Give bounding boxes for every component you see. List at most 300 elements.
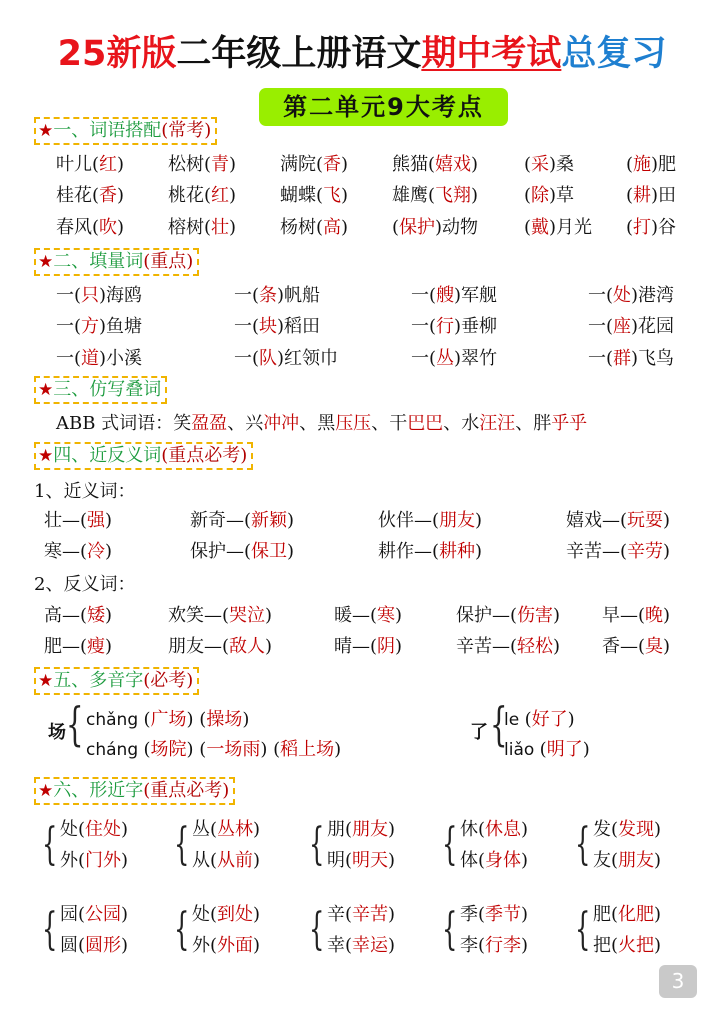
word-text: )飞鸟 xyxy=(631,348,675,369)
word-text: ) xyxy=(663,541,671,562)
page-number-badge: 3 xyxy=(659,965,697,998)
word-text: ) xyxy=(663,605,671,626)
char-text: 外( xyxy=(60,850,86,871)
section-header-similar-chars xyxy=(34,777,235,805)
grid-cell xyxy=(56,347,142,371)
answer-text: 休息 xyxy=(485,819,522,840)
abb-head: 笑 xyxy=(173,413,192,434)
answer-text: 圆形 xyxy=(85,935,122,956)
grid-cell xyxy=(524,153,574,177)
char-text: 从( xyxy=(192,850,218,871)
section-label: 一、词语搭配 xyxy=(53,120,162,141)
answer-text: 行李 xyxy=(485,935,522,956)
polyphone-reading xyxy=(86,735,341,761)
similar-char-line xyxy=(460,900,528,930)
answer-text: 哭泣 xyxy=(229,605,266,626)
answer-text: 场院 xyxy=(150,739,187,760)
word-text: 桃花( xyxy=(168,185,212,206)
similar-char-line xyxy=(460,931,528,961)
paren: ) xyxy=(388,819,396,840)
word-text: 伙伴—( xyxy=(378,510,440,531)
word-text: ) xyxy=(341,154,349,175)
grid-cell xyxy=(626,216,676,240)
answer-text: 采 xyxy=(531,154,550,175)
word-text: 暖—( xyxy=(334,605,378,626)
word-text: ) xyxy=(471,154,479,175)
brace-icon: { xyxy=(174,904,190,955)
section-tag: (必考) xyxy=(143,670,194,691)
pinyin-text: chǎng xyxy=(86,710,144,730)
similar-char-pair xyxy=(174,815,318,877)
answer-text: 强 xyxy=(87,510,106,531)
answer-text: 只 xyxy=(81,285,100,306)
word-text: ) xyxy=(395,605,403,626)
answer-text: 辛劳 xyxy=(627,541,664,562)
word-text: ) xyxy=(229,217,237,238)
abb-answer: 盈盈 xyxy=(191,413,228,434)
abb-head: 水 xyxy=(461,413,480,434)
unit-badge: 第二单元9大考点 xyxy=(259,88,508,126)
char-text: 辛( xyxy=(327,904,353,925)
abb-answer: 压压 xyxy=(335,413,372,434)
char-text: 朋( xyxy=(327,819,353,840)
char-text: 李( xyxy=(460,935,486,956)
section-header-synonyms-antonyms xyxy=(34,442,253,470)
answer-text: 明天 xyxy=(352,850,389,871)
word-text: 辛苦—( xyxy=(456,636,518,657)
answer-text: 耕种 xyxy=(439,541,476,562)
brace-icon: { xyxy=(66,697,84,751)
grid-cell xyxy=(190,509,294,533)
abb-head: 兴 xyxy=(245,413,264,434)
similar-char-line xyxy=(60,931,128,961)
word-text: ( xyxy=(626,217,634,238)
grid-cell xyxy=(602,635,670,659)
char-text: 肥( xyxy=(593,904,619,925)
similar-char-line xyxy=(60,900,128,930)
section-label: 四、近反义词 xyxy=(53,445,162,466)
grid-cell xyxy=(234,315,320,339)
brace-icon: { xyxy=(174,819,190,870)
grid-cell xyxy=(56,153,124,177)
section-label: 六、形近字 xyxy=(53,780,144,801)
char-text: 明( xyxy=(327,850,353,871)
answer-text: 耕 xyxy=(633,185,652,206)
paren: ) xyxy=(521,850,529,871)
word-group xyxy=(144,739,200,760)
word-text: 新奇—( xyxy=(190,510,252,531)
similar-char-line xyxy=(192,846,260,876)
similar-char-line xyxy=(192,931,260,961)
char-text: 友( xyxy=(593,850,619,871)
answer-text: 嬉戏 xyxy=(435,154,472,175)
polyphone-reading xyxy=(504,735,590,761)
similar-char-pair xyxy=(309,815,453,877)
grid-cell xyxy=(566,509,670,533)
word-text: ) xyxy=(105,605,113,626)
word-text: ) xyxy=(105,510,113,531)
answer-text: 轻松 xyxy=(517,636,554,657)
answer-text: 阴 xyxy=(377,636,396,657)
similar-char-pair xyxy=(174,900,318,962)
word-text: 一( xyxy=(411,316,437,337)
word-text: 嬉戏—( xyxy=(566,510,628,531)
word-text: ) xyxy=(229,185,237,206)
word-text: ( xyxy=(524,185,532,206)
word-text: )帆船 xyxy=(277,285,321,306)
paren: ) xyxy=(253,850,261,871)
answer-text: 到处 xyxy=(217,904,254,925)
polyphone-char: 了 xyxy=(470,722,488,743)
char-text: 丛( xyxy=(192,819,218,840)
section-header-collocation xyxy=(34,117,217,145)
char-text: 园( xyxy=(60,904,86,925)
similar-char-line xyxy=(593,815,661,845)
paren: ) xyxy=(521,935,529,956)
answer-text: 行 xyxy=(436,316,455,337)
paren: ) xyxy=(121,935,129,956)
grid-cell xyxy=(56,184,124,208)
paren: ) xyxy=(521,819,529,840)
paren: ) xyxy=(654,935,662,956)
word-text: )海鸥 xyxy=(99,285,143,306)
answer-text: 化肥 xyxy=(618,904,655,925)
paren: ( xyxy=(199,739,207,760)
star-icon: ★ xyxy=(38,380,54,400)
grid-cell xyxy=(280,216,348,240)
title-edition: 25新版 xyxy=(57,34,177,74)
grid-cell xyxy=(378,540,482,564)
section-tag: (重点必考) xyxy=(143,780,230,801)
answer-text: 方 xyxy=(81,316,100,337)
abb-answer: 乎乎 xyxy=(551,413,588,434)
answer-text: 辛苦 xyxy=(352,904,389,925)
word-text: ) xyxy=(663,636,671,657)
abb-answer: 巴巴 xyxy=(407,413,444,434)
brace-icon: { xyxy=(575,819,591,870)
answer-text: 壮 xyxy=(211,217,230,238)
answer-text: 寒 xyxy=(377,605,396,626)
grid-cell xyxy=(168,216,236,240)
grid-cell xyxy=(378,509,482,533)
grid-cell xyxy=(602,604,670,628)
separator: 、 xyxy=(515,413,534,434)
word-text: ) xyxy=(287,510,295,531)
word-text: )鱼塘 xyxy=(99,316,143,337)
char-text: 处( xyxy=(192,904,218,925)
similar-char-line xyxy=(327,846,395,876)
grid-cell xyxy=(44,604,112,628)
paren: ) xyxy=(654,850,662,871)
char-text: 外( xyxy=(192,935,218,956)
answer-text: 外面 xyxy=(217,935,254,956)
answer-text: 玩耍 xyxy=(627,510,664,531)
grid-cell xyxy=(190,540,294,564)
answer-text: 矮 xyxy=(87,605,106,626)
word-text: )谷 xyxy=(651,217,677,238)
abb-answer: 冲冲 xyxy=(263,413,300,434)
answer-text: 好了 xyxy=(531,709,568,730)
word-text: ) xyxy=(553,636,561,657)
similar-char-pair xyxy=(442,900,586,962)
answer-text: 戴 xyxy=(531,217,550,238)
paren: ( xyxy=(539,739,547,760)
word-text: 寒—( xyxy=(44,541,88,562)
word-text: )稻田 xyxy=(277,316,321,337)
answer-text: 高 xyxy=(323,217,342,238)
pinyin-text: liǎo xyxy=(504,740,540,760)
abb-prefix: ABB 式词语： xyxy=(56,413,174,434)
answer-text: 红 xyxy=(211,185,230,206)
answer-text: 丛林 xyxy=(217,819,254,840)
word-text: 欢笑—( xyxy=(168,605,230,626)
answer-text: 广场 xyxy=(150,709,187,730)
word-text: ) xyxy=(475,541,483,562)
word-text: ) xyxy=(117,154,125,175)
answer-text: 保卫 xyxy=(251,541,288,562)
grid-cell xyxy=(411,315,497,339)
grid-cell xyxy=(280,184,348,208)
word-text: 高—( xyxy=(44,605,88,626)
word-text: 满院( xyxy=(280,154,324,175)
word-text: ) xyxy=(395,636,403,657)
paren: ) xyxy=(121,819,129,840)
word-text: 耕作—( xyxy=(378,541,440,562)
answer-text: 公园 xyxy=(85,904,122,925)
answer-text: 青 xyxy=(211,154,230,175)
similar-char-pair xyxy=(575,900,719,962)
word-text: ) xyxy=(265,605,273,626)
word-group xyxy=(273,739,341,760)
separator: 、 xyxy=(443,413,462,434)
star-icon: ★ xyxy=(38,671,54,691)
word-text: 春风( xyxy=(56,217,100,238)
paren: ) xyxy=(521,904,529,925)
word-text: )垂柳 xyxy=(454,316,498,337)
word-text: 朋友—( xyxy=(168,636,230,657)
word-text: 保护—( xyxy=(456,605,518,626)
answer-text: 打 xyxy=(633,217,652,238)
answer-text: 道 xyxy=(81,348,100,369)
similar-char-line xyxy=(327,900,395,930)
similar-char-line xyxy=(60,815,128,845)
word-text: ) xyxy=(229,154,237,175)
word-text: ) xyxy=(471,185,479,206)
answer-text: 季节 xyxy=(485,904,522,925)
grid-cell xyxy=(168,184,236,208)
word-text: 一( xyxy=(588,285,614,306)
paren: ) xyxy=(654,819,662,840)
word-text: 一( xyxy=(56,316,82,337)
grid-cell xyxy=(588,347,674,371)
answer-text: 稻上场 xyxy=(280,739,335,760)
grid-cell xyxy=(566,540,670,564)
word-text: 肥—( xyxy=(44,636,88,657)
antonyms-label: 2、反义词： xyxy=(34,574,136,595)
word-text: )小溪 xyxy=(99,348,143,369)
paren: ) xyxy=(242,709,250,730)
brace-icon: { xyxy=(42,819,58,870)
grid-cell xyxy=(56,284,142,308)
answer-text: 伤害 xyxy=(517,605,554,626)
word-text: 杨树( xyxy=(280,217,324,238)
title-exam: 期中考试 xyxy=(421,34,562,74)
answer-text: 臭 xyxy=(645,636,664,657)
word-text: 叶儿( xyxy=(56,154,100,175)
answer-text: 新颖 xyxy=(251,510,288,531)
similar-char-line xyxy=(593,900,661,930)
paren: ) xyxy=(121,850,129,871)
char-text: 季( xyxy=(460,904,486,925)
answer-text: 门外 xyxy=(85,850,122,871)
answer-text: 火把 xyxy=(618,935,655,956)
paren: ) xyxy=(582,739,590,760)
grid-cell xyxy=(280,153,348,177)
answer-text: 朋友 xyxy=(618,850,655,871)
word-text: 蝴蝶( xyxy=(280,185,324,206)
word-text: ) xyxy=(117,185,125,206)
grid-cell xyxy=(456,604,560,628)
similar-char-pair xyxy=(442,815,586,877)
word-text: 香—( xyxy=(602,636,646,657)
word-text: )肥 xyxy=(651,154,677,175)
star-icon: ★ xyxy=(38,446,54,466)
answer-text: 从前 xyxy=(217,850,254,871)
brace-icon: { xyxy=(490,697,508,751)
title-review: 总复习 xyxy=(561,34,667,74)
word-group xyxy=(144,709,200,730)
similar-char-pair xyxy=(42,815,186,877)
paren: ) xyxy=(253,819,261,840)
section-header-polyphones xyxy=(34,667,199,695)
grid-cell xyxy=(168,604,272,628)
word-text: 保护—( xyxy=(190,541,252,562)
word-text: 松树( xyxy=(168,154,212,175)
paren: ) xyxy=(388,935,396,956)
word-text: )草 xyxy=(549,185,575,206)
word-text: 一( xyxy=(56,348,82,369)
similar-char-pair xyxy=(42,900,186,962)
abb-head: 胖 xyxy=(533,413,552,434)
answer-text: 住处 xyxy=(85,819,122,840)
answer-text: 晚 xyxy=(645,605,664,626)
answer-text: 瘦 xyxy=(87,636,106,657)
word-text: )红领巾 xyxy=(277,348,339,369)
answer-text: 朋友 xyxy=(352,819,389,840)
word-group xyxy=(525,709,575,730)
abb-answer: 汪汪 xyxy=(479,413,516,434)
char-text: 体( xyxy=(460,850,486,871)
brace-icon: { xyxy=(442,904,458,955)
grid-cell xyxy=(392,153,478,177)
word-text: ) xyxy=(117,217,125,238)
similar-char-line xyxy=(192,815,260,845)
word-text: 辛苦—( xyxy=(566,541,628,562)
answer-text: 丛 xyxy=(436,348,455,369)
answer-text: 除 xyxy=(531,185,550,206)
answer-text: 座 xyxy=(613,316,632,337)
paren: ) xyxy=(388,904,396,925)
answer-text: 吹 xyxy=(99,217,118,238)
answer-text: 香 xyxy=(99,185,118,206)
grid-cell xyxy=(626,153,676,177)
word-text: 桂花( xyxy=(56,185,100,206)
similar-char-line xyxy=(460,846,528,876)
answer-text: 飞翔 xyxy=(435,185,472,206)
similar-char-line xyxy=(460,815,528,845)
char-text: 处( xyxy=(60,819,86,840)
abb-head: 干 xyxy=(389,413,408,434)
word-text: 一( xyxy=(234,316,260,337)
paren: ) xyxy=(334,739,342,760)
answer-text: 施 xyxy=(633,154,652,175)
word-text: 一( xyxy=(411,285,437,306)
word-text: )翠竹 xyxy=(454,348,498,369)
similar-char-pair xyxy=(309,900,453,962)
char-text: 休( xyxy=(460,819,486,840)
paren: ( xyxy=(273,739,281,760)
answer-text: 发现 xyxy=(618,819,655,840)
word-text: ) xyxy=(287,541,295,562)
similar-char-line xyxy=(60,846,128,876)
similar-char-line xyxy=(593,931,661,961)
star-icon: ★ xyxy=(38,121,54,141)
word-group xyxy=(199,739,273,760)
grid-cell xyxy=(411,347,497,371)
word-text: 雄鹰( xyxy=(392,185,436,206)
paren: ) xyxy=(253,904,261,925)
word-group xyxy=(199,709,249,730)
word-text: )港湾 xyxy=(631,285,675,306)
word-text: ( xyxy=(626,185,634,206)
page-title xyxy=(0,26,724,76)
char-text: 圆( xyxy=(60,935,86,956)
polyphone-reading xyxy=(86,705,249,731)
brace-icon: { xyxy=(309,904,325,955)
word-text: 一( xyxy=(588,316,614,337)
grid-cell xyxy=(168,153,236,177)
word-text: 一( xyxy=(234,348,260,369)
brace-icon: { xyxy=(309,819,325,870)
paren: ) xyxy=(567,709,575,730)
polyphone-reading xyxy=(504,705,575,731)
word-text: 一( xyxy=(234,285,260,306)
answer-text: 操场 xyxy=(206,709,243,730)
answer-text: 红 xyxy=(99,154,118,175)
grid-cell xyxy=(524,216,592,240)
grid-cell xyxy=(524,184,574,208)
star-icon: ★ xyxy=(38,781,54,801)
pinyin-text: le xyxy=(504,710,525,730)
answer-text: 艘 xyxy=(436,285,455,306)
paren: ) xyxy=(121,904,129,925)
grid-cell xyxy=(168,635,272,659)
paren: ( xyxy=(143,709,151,730)
word-text: 熊猫( xyxy=(392,154,436,175)
grid-cell xyxy=(588,284,674,308)
answer-text: 保护 xyxy=(399,217,436,238)
answer-text: 明了 xyxy=(546,739,583,760)
answer-text: 身体 xyxy=(485,850,522,871)
star-icon: ★ xyxy=(38,252,54,272)
paren: ) xyxy=(260,739,274,760)
word-text: )桑 xyxy=(549,154,575,175)
brace-icon: { xyxy=(442,819,458,870)
answer-text: 幸运 xyxy=(352,935,389,956)
title-grade: 二年级上册语文 xyxy=(176,34,422,74)
grid-cell xyxy=(44,509,112,533)
answer-text: 飞 xyxy=(323,185,342,206)
